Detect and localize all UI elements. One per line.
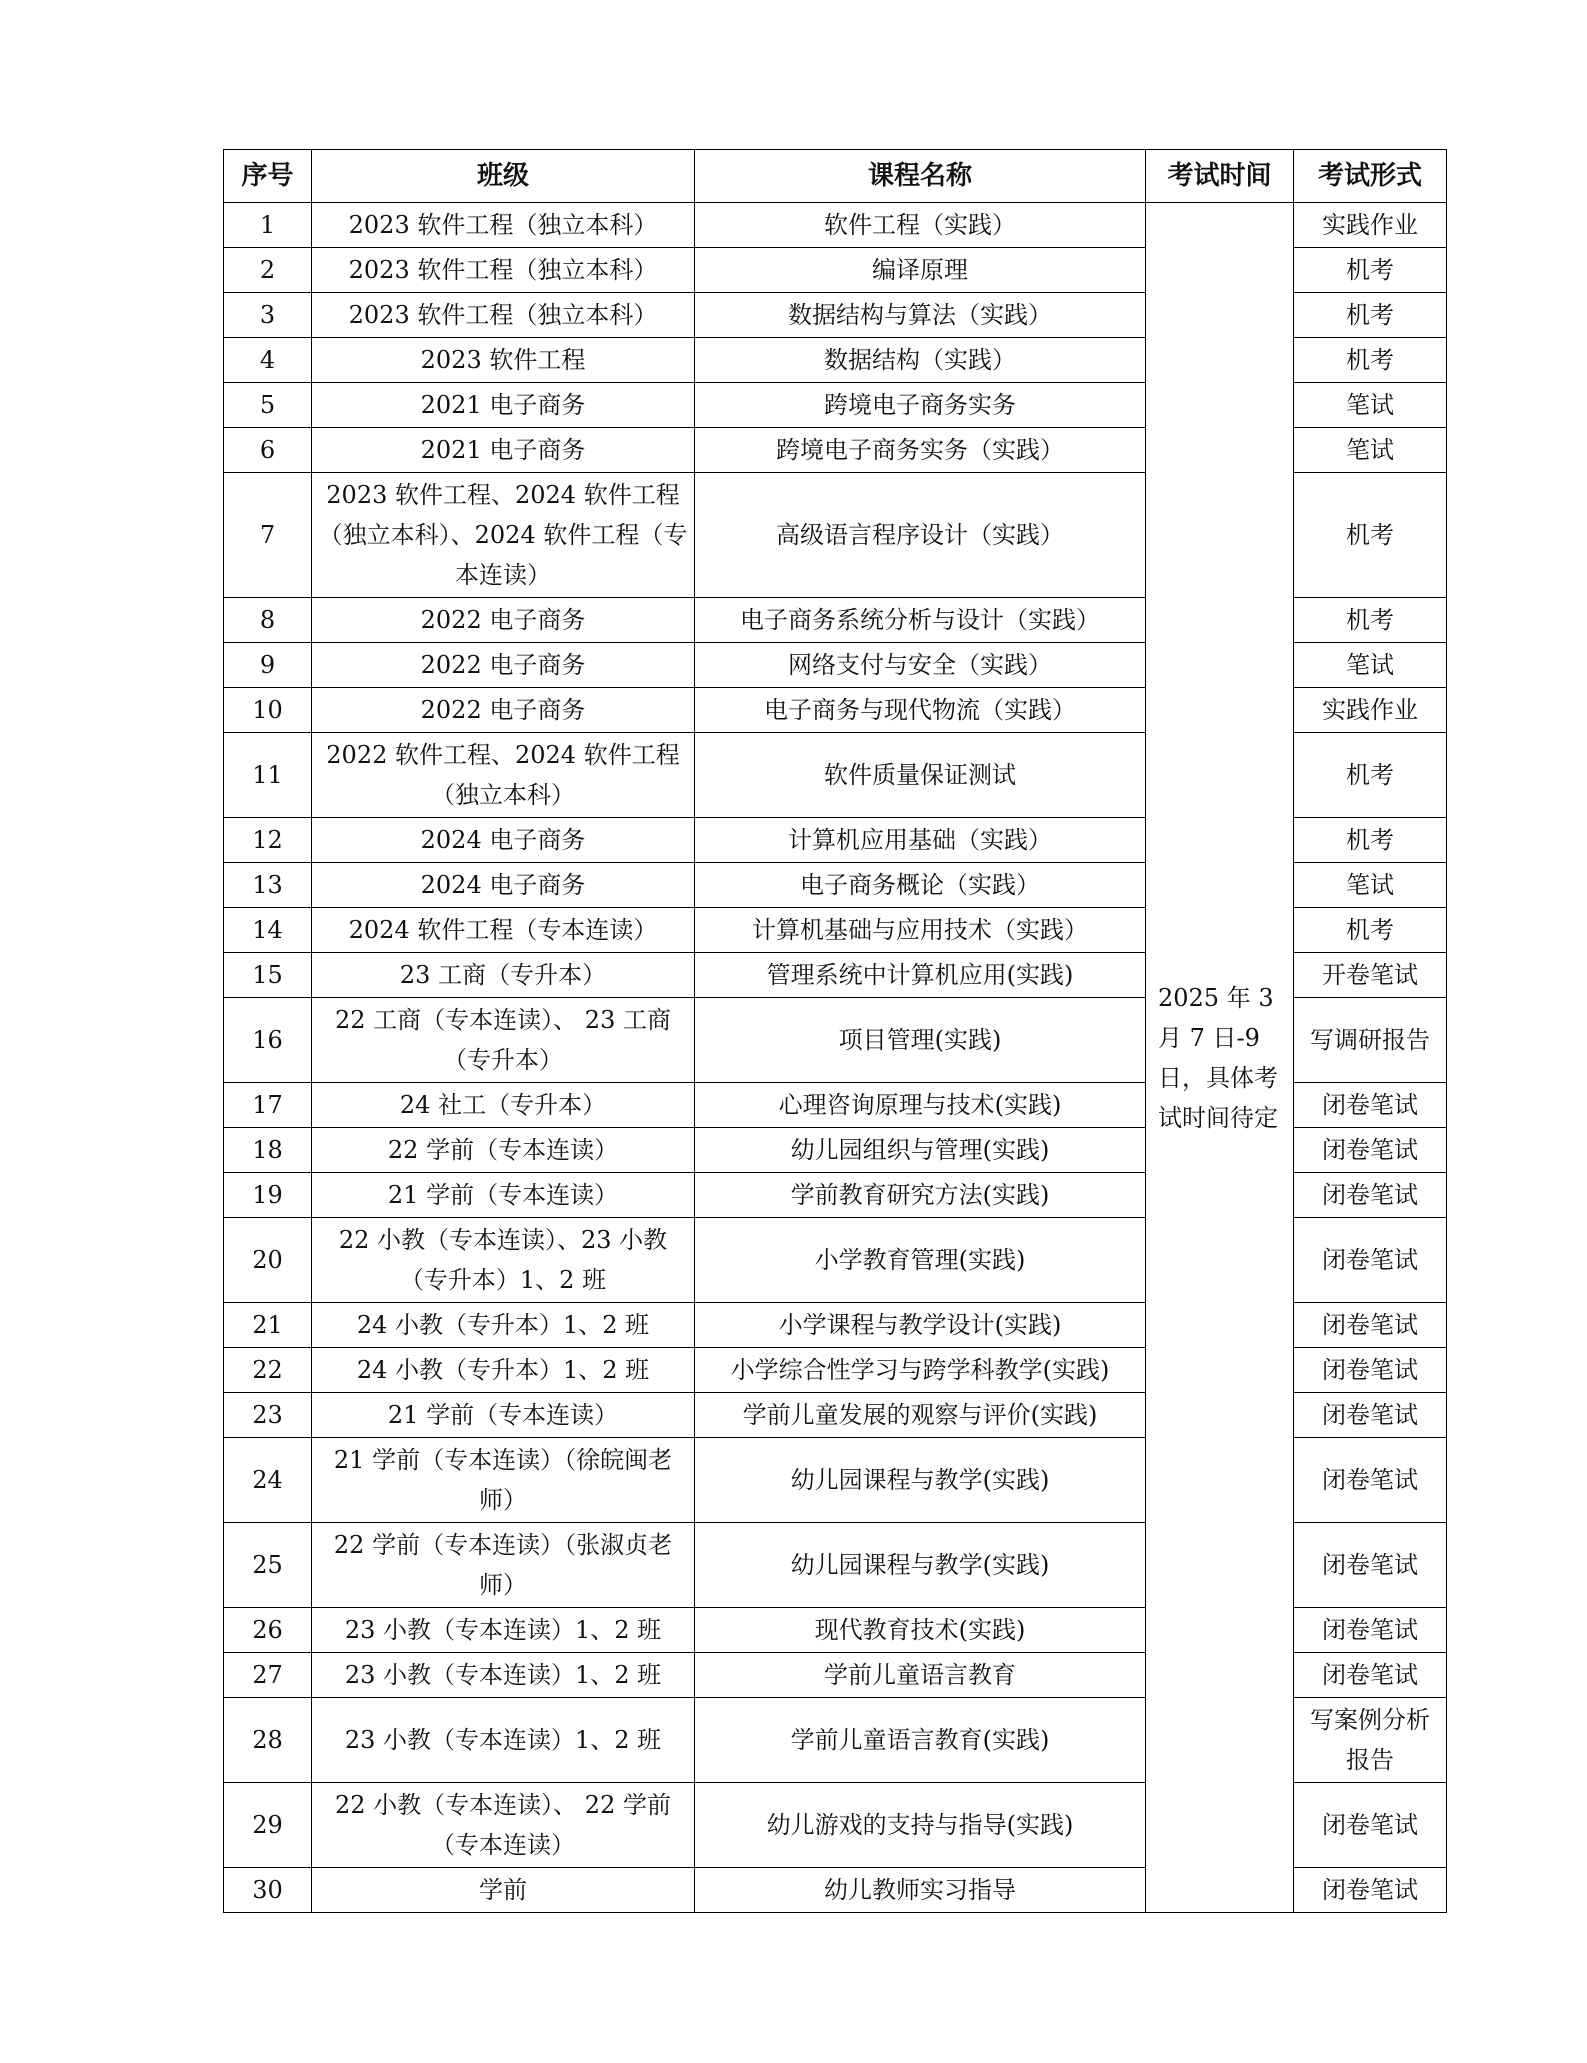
row-course: 数据结构（实践） (695, 338, 1146, 383)
row-index: 11 (224, 733, 312, 818)
row-form: 闭卷笔试 (1294, 1523, 1447, 1608)
row-index: 6 (224, 428, 312, 473)
row-course: 幼儿园组织与管理(实践) (695, 1128, 1146, 1173)
row-course: 学前教育研究方法(实践) (695, 1173, 1146, 1218)
row-form: 实践作业 (1294, 203, 1447, 248)
row-form: 闭卷笔试 (1294, 1173, 1447, 1218)
row-class: 2024 软件工程（专本连读） (312, 908, 695, 953)
row-class: 2022 电子商务 (312, 598, 695, 643)
row-class: 23 小教（专本连读）1、2 班 (312, 1608, 695, 1653)
row-form: 闭卷笔试 (1294, 1393, 1447, 1438)
row-class: 22 小教（专本连读）、 22 学前（专本连读） (312, 1783, 695, 1868)
row-course: 软件质量保证测试 (695, 733, 1146, 818)
row-class: 24 社工（专升本） (312, 1083, 695, 1128)
row-class: 21 学前（专本连读）（徐皖闽老师） (312, 1438, 695, 1523)
row-form: 笔试 (1294, 863, 1447, 908)
row-course: 电子商务概论（实践） (695, 863, 1146, 908)
row-class: 2021 电子商务 (312, 428, 695, 473)
exam-schedule-table (223, 149, 1447, 1913)
row-form: 闭卷笔试 (1294, 1128, 1447, 1173)
row-class: 2023 软件工程（独立本科） (312, 203, 695, 248)
row-class: 2022 软件工程、2024 软件工程（独立本科） (312, 733, 695, 818)
row-form: 机考 (1294, 248, 1447, 293)
header-index: 序号 (224, 150, 312, 203)
row-course: 软件工程（实践） (695, 203, 1146, 248)
row-form: 闭卷笔试 (1294, 1653, 1447, 1698)
row-class: 24 小教（专升本）1、2 班 (312, 1348, 695, 1393)
row-form: 闭卷笔试 (1294, 1303, 1447, 1348)
row-form: 笔试 (1294, 643, 1447, 688)
row-course: 管理系统中计算机应用(实践) (695, 953, 1146, 998)
row-index: 9 (224, 643, 312, 688)
row-class: 2022 电子商务 (312, 688, 695, 733)
row-class: 2023 软件工程 (312, 338, 695, 383)
row-form: 写调研报告 (1294, 998, 1447, 1083)
row-course: 跨境电子商务实务 (695, 383, 1146, 428)
row-course: 小学课程与教学设计(实践) (695, 1303, 1146, 1348)
row-class: 22 工商（专本连读）、 23 工商（专升本） (312, 998, 695, 1083)
row-course: 幼儿园课程与教学(实践) (695, 1523, 1146, 1608)
header-time: 考试时间 (1146, 150, 1294, 203)
row-form: 闭卷笔试 (1294, 1348, 1447, 1393)
row-form: 闭卷笔试 (1294, 1783, 1447, 1868)
row-index: 21 (224, 1303, 312, 1348)
row-course: 电子商务与现代物流（实践） (695, 688, 1146, 733)
row-index: 8 (224, 598, 312, 643)
row-course: 幼儿教师实习指导 (695, 1868, 1146, 1913)
row-class: 2022 电子商务 (312, 643, 695, 688)
row-form: 实践作业 (1294, 688, 1447, 733)
row-class: 2023 软件工程（独立本科） (312, 293, 695, 338)
row-form: 闭卷笔试 (1294, 1608, 1447, 1653)
row-index: 4 (224, 338, 312, 383)
row-class: 2024 电子商务 (312, 863, 695, 908)
row-class: 24 小教（专升本）1、2 班 (312, 1303, 695, 1348)
header-row (224, 150, 1447, 203)
row-course: 数据结构与算法（实践） (695, 293, 1146, 338)
row-form: 机考 (1294, 473, 1447, 598)
row-index: 29 (224, 1783, 312, 1868)
row-class: 21 学前（专本连读） (312, 1393, 695, 1438)
row-index: 17 (224, 1083, 312, 1128)
row-class: 23 小教（专本连读）1、2 班 (312, 1698, 695, 1783)
row-index: 20 (224, 1218, 312, 1303)
row-form: 闭卷笔试 (1294, 1868, 1447, 1913)
row-class: 学前 (312, 1868, 695, 1913)
row-index: 16 (224, 998, 312, 1083)
table-row (224, 203, 1447, 248)
row-course: 编译原理 (695, 248, 1146, 293)
row-index: 15 (224, 953, 312, 998)
row-course: 高级语言程序设计（实践） (695, 473, 1146, 598)
row-index: 28 (224, 1698, 312, 1783)
row-class: 23 工商（专升本） (312, 953, 695, 998)
row-form: 笔试 (1294, 428, 1447, 473)
row-form: 机考 (1294, 908, 1447, 953)
header-class: 班级 (312, 150, 695, 203)
row-index: 12 (224, 818, 312, 863)
row-index: 19 (224, 1173, 312, 1218)
row-index: 27 (224, 1653, 312, 1698)
row-index: 18 (224, 1128, 312, 1173)
row-course: 学前儿童语言教育 (695, 1653, 1146, 1698)
row-course: 计算机应用基础（实践） (695, 818, 1146, 863)
row-course: 电子商务系统分析与设计（实践） (695, 598, 1146, 643)
row-form: 写案例分析报告 (1294, 1698, 1447, 1783)
row-course: 现代教育技术(实践) (695, 1608, 1146, 1653)
row-class: 2023 软件工程、2024 软件工程（独立本科）、2024 软件工程（专本连读） (312, 473, 695, 598)
row-form: 机考 (1294, 338, 1447, 383)
row-course: 跨境电子商务实务（实践） (695, 428, 1146, 473)
header-form: 考试形式 (1294, 150, 1447, 203)
row-form: 机考 (1294, 293, 1447, 338)
row-index: 2 (224, 248, 312, 293)
row-form: 机考 (1294, 598, 1447, 643)
row-course: 计算机基础与应用技术（实践） (695, 908, 1146, 953)
row-class: 21 学前（专本连读） (312, 1173, 695, 1218)
row-form: 笔试 (1294, 383, 1447, 428)
row-form: 闭卷笔试 (1294, 1438, 1447, 1523)
row-class: 23 小教（专本连读）1、2 班 (312, 1653, 695, 1698)
row-form: 闭卷笔试 (1294, 1218, 1447, 1303)
row-index: 26 (224, 1608, 312, 1653)
row-class: 2023 软件工程（独立本科） (312, 248, 695, 293)
row-course: 网络支付与安全（实践） (695, 643, 1146, 688)
row-course: 心理咨询原理与技术(实践) (695, 1083, 1146, 1128)
row-course: 幼儿园课程与教学(实践) (695, 1438, 1146, 1523)
row-index: 14 (224, 908, 312, 953)
row-index: 25 (224, 1523, 312, 1608)
row-class: 22 学前（专本连读）（张淑贞老师） (312, 1523, 695, 1608)
row-course: 学前儿童发展的观察与评价(实践) (695, 1393, 1146, 1438)
row-course: 小学综合性学习与跨学科教学(实践) (695, 1348, 1146, 1393)
row-index: 13 (224, 863, 312, 908)
row-class: 22 学前（专本连读） (312, 1128, 695, 1173)
row-class: 22 小教（专本连读）、23 小教（专升本）1、2 班 (312, 1218, 695, 1303)
exam-time-cell: 2025 年 3 月 7 日-9 日，具体考试时间待定 (1146, 203, 1294, 1913)
row-index: 7 (224, 473, 312, 598)
row-index: 24 (224, 1438, 312, 1523)
row-class: 2021 电子商务 (312, 383, 695, 428)
row-course: 小学教育管理(实践) (695, 1218, 1146, 1303)
header-course: 课程名称 (695, 150, 1146, 203)
row-class: 2024 电子商务 (312, 818, 695, 863)
row-form: 闭卷笔试 (1294, 1083, 1447, 1128)
row-course: 学前儿童语言教育(实践) (695, 1698, 1146, 1783)
row-index: 23 (224, 1393, 312, 1438)
row-form: 机考 (1294, 733, 1447, 818)
row-index: 5 (224, 383, 312, 428)
row-index: 22 (224, 1348, 312, 1393)
row-course: 项目管理(实践) (695, 998, 1146, 1083)
row-form: 开卷笔试 (1294, 953, 1447, 998)
row-index: 3 (224, 293, 312, 338)
row-index: 1 (224, 203, 312, 248)
row-form: 机考 (1294, 818, 1447, 863)
row-index: 10 (224, 688, 312, 733)
row-course: 幼儿游戏的支持与指导(实践) (695, 1783, 1146, 1868)
row-index: 30 (224, 1868, 312, 1913)
